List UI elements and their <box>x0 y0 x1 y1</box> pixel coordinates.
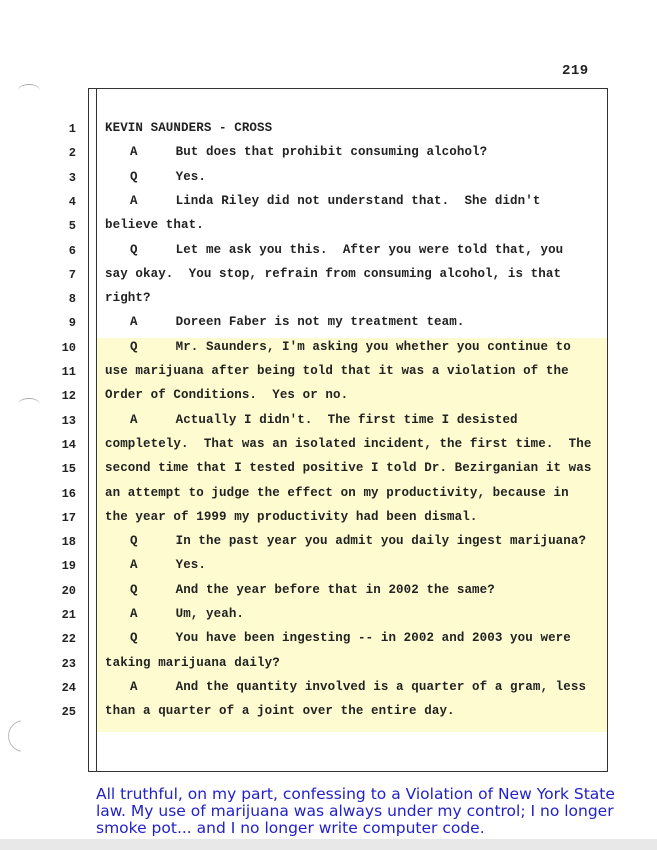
transcript-line: A Yes. <box>130 558 207 573</box>
line-number: 6 <box>68 243 76 258</box>
transcript-line: right? <box>105 291 151 306</box>
transcript-line: A But does that prohibit consuming alcohol? <box>130 145 488 160</box>
line-number: 20 <box>61 583 76 598</box>
transcript-line: A Actually I didn't. The first time I desisted <box>130 412 518 427</box>
punch-mark-middle <box>18 398 40 411</box>
transcript-line: KEVIN SAUNDERS - CROSS <box>105 121 273 135</box>
line-number: 8 <box>68 292 76 307</box>
transcript-line: the year of 1999 my productivity had been dismal. <box>105 509 478 524</box>
transcript-line: Q Let me ask you this. After you were told that, you <box>130 242 564 257</box>
line-number: 25 <box>61 705 76 720</box>
line-number: 24 <box>61 680 76 695</box>
line-number: 15 <box>61 462 76 477</box>
annotation-comment: All truthful, on my part, confessing to a Violation of New York State law. My use of marijuana was always under my control; I no longer smoke pot... and I no longer write computer code. <box>96 785 615 837</box>
transcript-line: A Linda Riley did not understand that. She didn't <box>130 193 541 208</box>
transcript-line: A And the quantity involved is a quarter of a gram, less <box>130 679 587 694</box>
line-number: 11 <box>61 365 76 379</box>
transcript-line: Q Yes. <box>130 169 207 184</box>
footer-bar <box>0 839 657 850</box>
transcript-line: completely. That was an isolated incident, the first time. The <box>105 436 592 451</box>
line-number: 2 <box>68 146 76 161</box>
transcript-line: believe that. <box>105 218 204 233</box>
transcript-line: say okay. You stop, refrain from consuming alcohol, is that <box>105 266 562 281</box>
transcript-line: Q In the past year you admit you daily ingest marijuana? <box>130 534 587 549</box>
transcript-line: taking marijuana daily? <box>105 655 280 670</box>
line-number: 14 <box>61 437 76 452</box>
line-number: 5 <box>68 219 76 234</box>
transcript-line: Order of Conditions. Yes or no. <box>105 388 349 403</box>
line-number: 12 <box>61 389 76 404</box>
transcript-line: A Um, yeah. <box>130 607 245 621</box>
transcript-line: Q And the year before that in 2002 the same? <box>130 582 495 597</box>
line-number: 18 <box>61 535 76 550</box>
line-number: 21 <box>61 608 76 622</box>
transcript-line: an attempt to judge the effect on my productivity, because in <box>105 485 569 500</box>
line-number: 16 <box>61 486 76 501</box>
transcript-line: Q Mr. Saunders, I'm asking you whether you continue to <box>130 339 571 354</box>
line-number: 17 <box>61 510 76 525</box>
line-number: 13 <box>61 413 76 428</box>
transcript-line: use marijuana after being told that it was a violation of the <box>105 364 569 378</box>
page-number: 219 <box>562 63 589 79</box>
punch-hole-bottom <box>8 720 40 752</box>
line-number: 9 <box>68 316 76 331</box>
line-number: 7 <box>68 267 76 282</box>
line-number: 1 <box>68 122 76 136</box>
line-number: 22 <box>61 632 76 647</box>
transcript-line: second time that I tested positive I told Dr. Bezirganian it was <box>105 461 592 476</box>
transcript-line: Q You have been ingesting -- in 2002 and 2003 you were <box>130 631 571 646</box>
line-number: 19 <box>61 559 76 574</box>
transcript-line: A Doreen Faber is not my treatment team. <box>130 315 465 330</box>
line-number-margin-rule <box>96 88 97 772</box>
line-number: 3 <box>68 170 76 185</box>
line-number: 10 <box>61 340 76 355</box>
line-number: 4 <box>68 194 76 209</box>
transcript-line: than a quarter of a joint over the entire day. <box>105 704 455 719</box>
punch-mark-top <box>18 84 40 97</box>
line-number: 23 <box>61 656 76 671</box>
